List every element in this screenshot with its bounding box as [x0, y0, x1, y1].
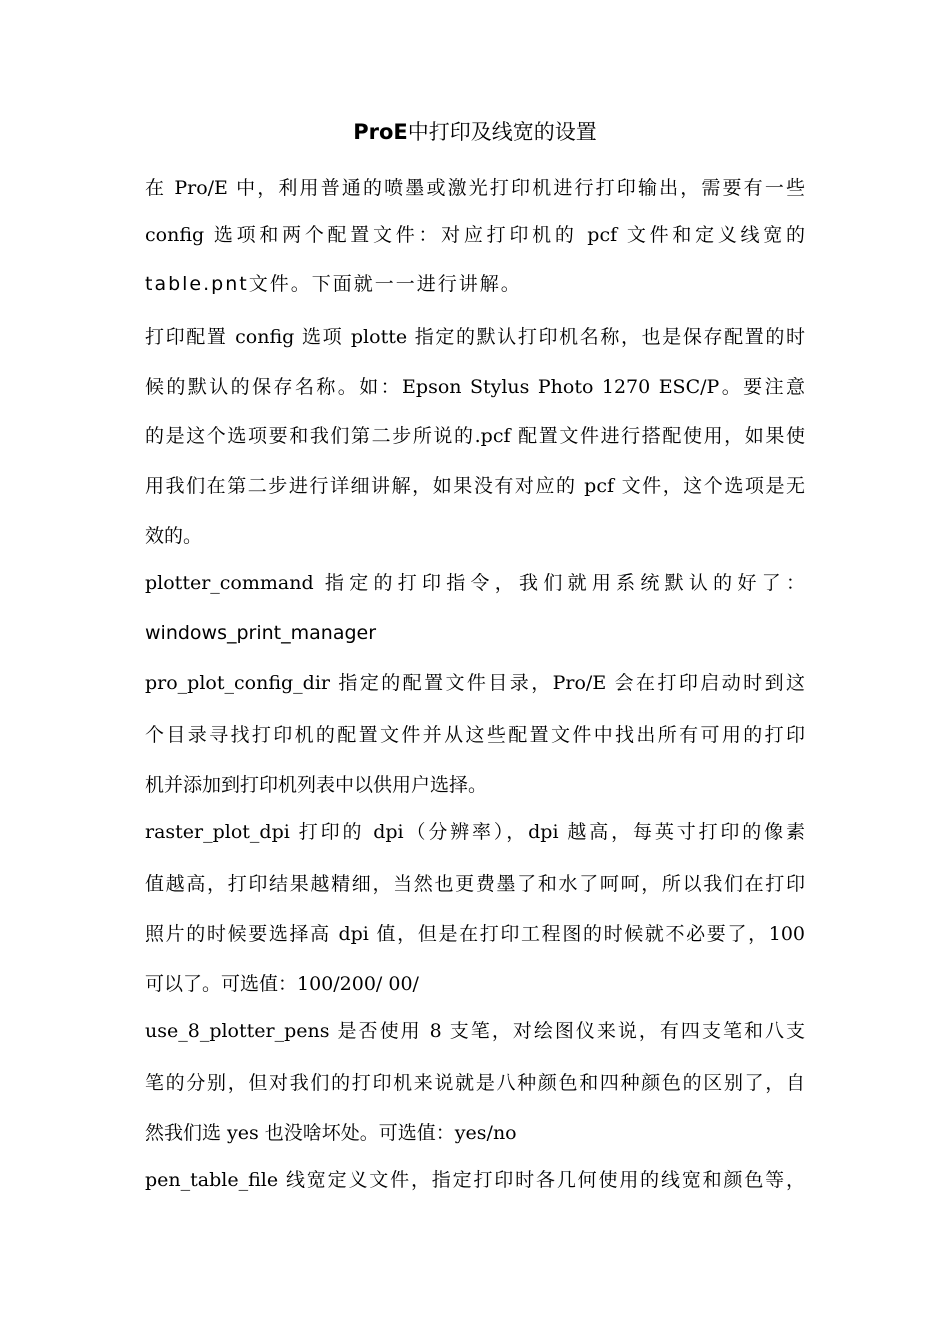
text-line-7: 用我们在第二步进行详细讲解，如果没有对应的 pcf 文件，这个选项是无 — [145, 475, 805, 497]
text-line-9: plotter_command 指定的打印指令，我们就用系统默认的好了： — [145, 572, 805, 594]
text-line-3 — [145, 269, 805, 299]
text-line-5: 候的默认的保存名称。如：Epson Stylus Photo 1270 ESC/P。要注意 — [145, 376, 805, 398]
text-line-11: pro_plot_config_dir 指定的配置文件目录，Pro/E 会在打印启动时到这 — [145, 672, 805, 694]
text-line-21: pen_table_file 线宽定义文件，指定打印时各几何使用的线宽和颜色等， — [145, 1169, 805, 1191]
text-line-13: 机并添加到打印机列表中以供用户选择。 — [145, 774, 488, 796]
text-line-1: 在 Pro/E 中，利用普通的喷墨或激光打印机进行打印输出，需要有一些 — [145, 177, 805, 199]
text-line-18: use_8_plotter_pens 是否使用 8 支笔，对绘图仪来说，有四支笔和八支 — [145, 1020, 805, 1042]
text-line-12: 个目录寻找打印机的配置文件并从这些配置文件中找出所有可用的打印 — [145, 724, 805, 746]
text-line-19: 笔的分别，但对我们的打印机来说就是八种颜色和四种颜色的区别了，自 — [145, 1072, 805, 1094]
text-line-8: 效的。 — [145, 525, 203, 547]
text-line-3-content: table.pnt文件。下面就一一进行讲解。 — [145, 273, 522, 295]
text-line-15: 值越高，打印结果越精细，当然也更费墨了和水了呵呵，所以我们在打印 — [145, 873, 805, 895]
text-line-4: 打印配置 config 选项 plotte 指定的默认打印机名称，也是保存配置的时 — [145, 326, 805, 348]
text-line-14: raster_plot_dpi 打印的 dpi（分辨率），dpi 越高，每英寸打印的像素 — [145, 821, 805, 843]
page-title — [145, 117, 805, 147]
text-line-10-content: windows_print_manager — [145, 622, 377, 644]
text-line-20: 然我们选 yes 也没啥坏处。可选值：yes/no — [145, 1122, 517, 1144]
text-line-10 — [145, 618, 805, 648]
title-rest-part: 中打印及线宽的设置 — [407, 120, 597, 144]
text-line-2: config 选项和两个配置文件：对应打印机的 pcf 文件和定义线宽的 — [145, 224, 805, 246]
text-line-16: 照片的时候要选择高 dpi 值，但是在打印工程图的时候就不必要了，100 — [145, 923, 805, 945]
text-line-17: 可以了。可选值：100/200/ 00/ — [145, 973, 419, 995]
title-bold-part: ProE — [353, 120, 408, 144]
text-line-6: 的是这个选项要和我们第二步所说的.pcf 配置文件进行搭配使用，如果使 — [145, 425, 805, 447]
